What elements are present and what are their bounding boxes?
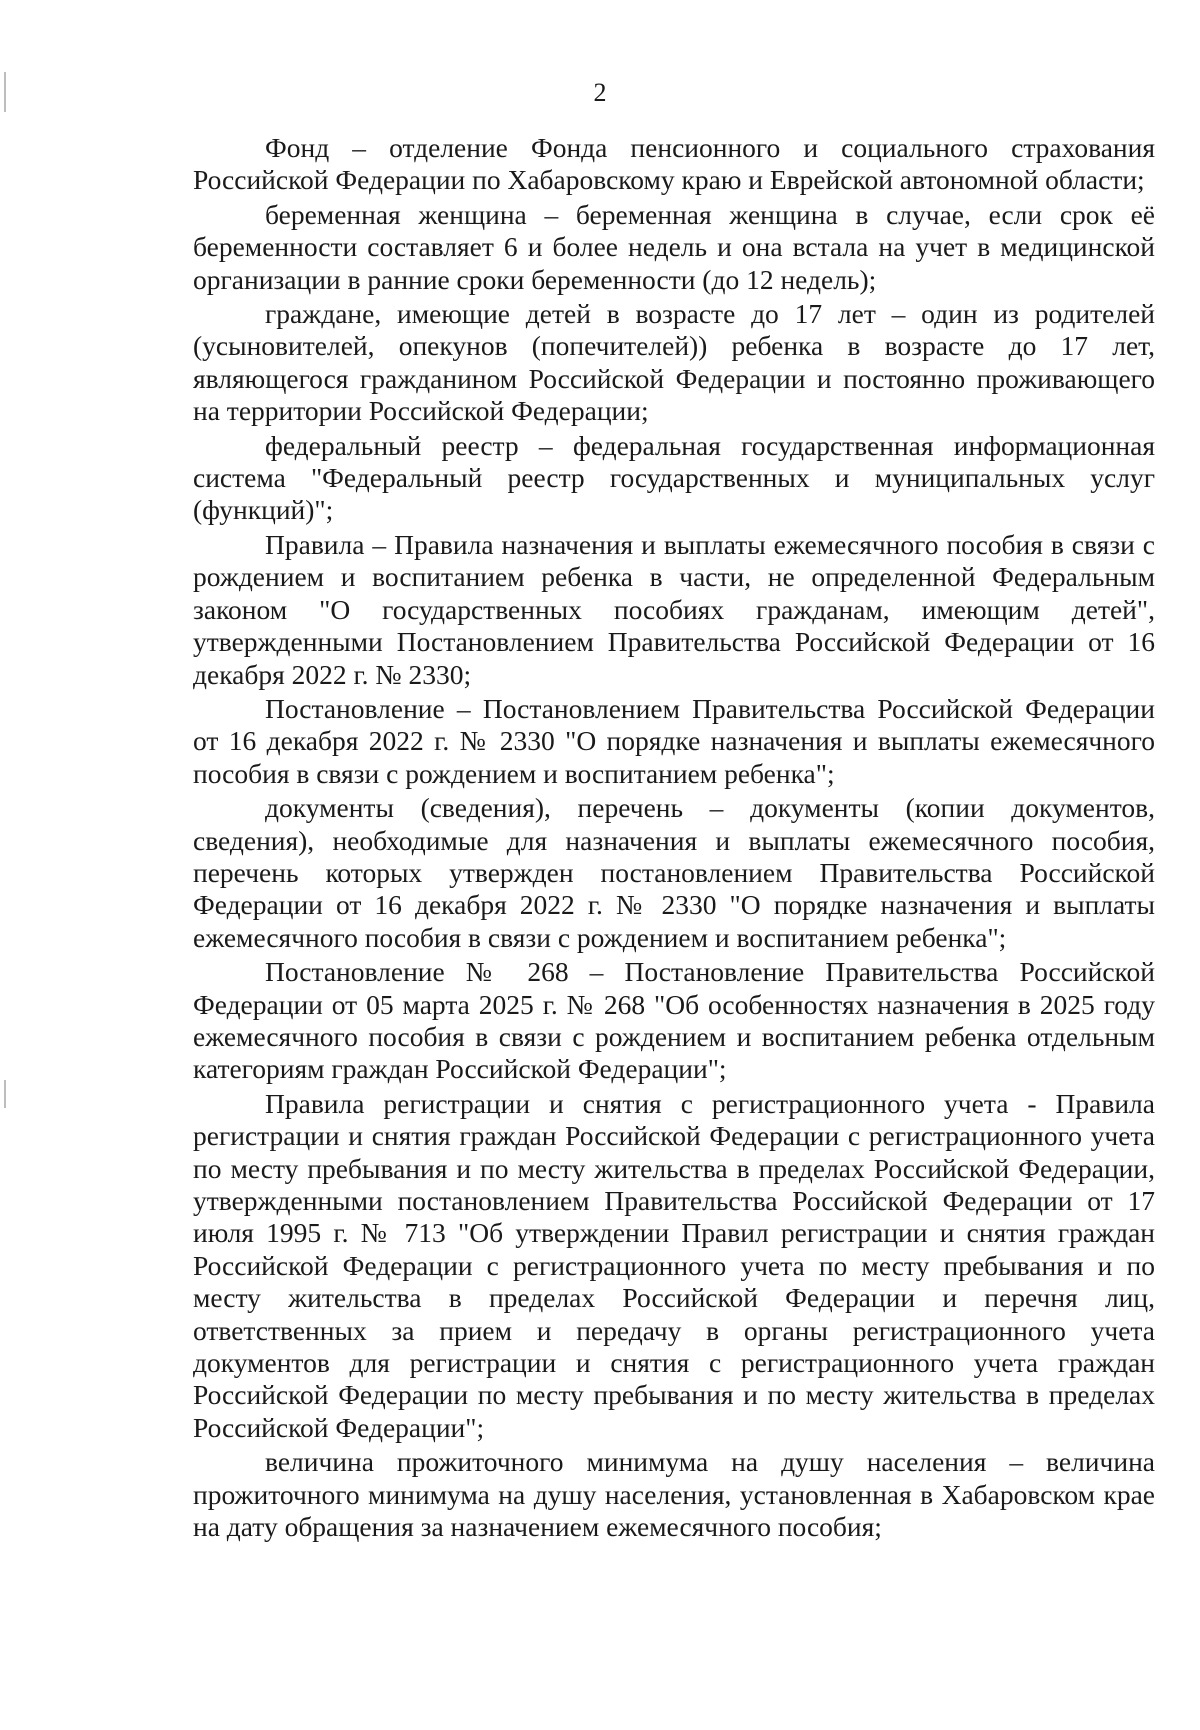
page-number: 2 bbox=[593, 78, 607, 107]
paragraph-beremennaya-zhenshchina: беременная женщина – беременная женщина в случае, если срок её беременности составляет 6 и более недель и она встала на учет в медицинской организации в ранние сроки беременности (до 12 недель); bbox=[193, 198, 1155, 295]
paragraph-postanovlenie-268: Постановление № 268 – Постановление Правительства Российской Федерации от 05 марта 2025 г. № 268 "Об особенностях назначения в 2025 году ежемесячного пособия в связи с рождением и воспитанием ребенка отдельным категориям граждан Российской Федерации"; bbox=[193, 956, 1155, 1085]
paragraph-federalnyi-reestr: федеральный реестр – федеральная государственная информационная система "Федеральный реестр государственных и муниципальных услуг (функций)"; bbox=[193, 429, 1155, 526]
paragraph-postanovlenie: Постановление – Постановлением Правительства Российской Федерации от 16 декабря 2022 г. № 2330 "О порядке назначения и выплаты ежемесячного пособия в связи с рождением и воспитанием ребенка"; bbox=[193, 692, 1155, 789]
paragraph-dokumenty: документы (сведения), перечень – документы (копии документов, сведения), необходимые для назначения и выплаты ежемесячного пособия, перечень которых утвержден постановлением Правительства Российской Федерации от 16 декабря 2022 г. № 2330 "О порядке назначения и выплаты ежемесячного пособия в связи с рождением и воспитанием ребенка"; bbox=[193, 792, 1155, 953]
paragraph-fond: Фонд – отделение Фонда пенсионного и социального страхования Российской Федерации по Хабаровскому краю и Еврейской автономной области; bbox=[193, 132, 1155, 196]
document-body bbox=[193, 132, 1155, 1545]
paragraph-grazhdane: граждане, имеющие детей в возрасте до 17 лет – один из родителей (усыновителей, опекунов (попечителей)) ребенка в возрасте до 17 лет, являющегося гражданином Российской Федерации и постоянно проживающего на территории Российской Федерации; bbox=[193, 298, 1155, 427]
paragraph-pravila-registracii: Правила регистрации и снятия с регистрационного учета - Правила регистрации и снятия граждан Российской Федерации с регистрационного учета по месту пребывания и по месту жительства в пределах Российской Федерации, утвержденными постановлением Правительства Российской Федерации от 17 июля 1995 г. № 713 "Об утверждении Правил регистрации и снятия граждан Российской Федерации с регистрационного учета по месту пребывания и по месту жительства в пределах Российской Федерации и перечня лиц, ответственных за прием и передачу в органы регистрационного учета документов для регистрации и снятия с регистрационного учета граждан Российской Федерации по месту пребывания и по месту жительства в пределах Российской Федерации"; bbox=[193, 1087, 1155, 1443]
paragraph-prozhitochnyi-minimum: величина прожиточного минимума на душу населения – величина прожиточного минимума на душу населения, установленная в Хабаровском крае на дату обращения за назначением ежемесячного пособия; bbox=[193, 1446, 1155, 1543]
scan-margin-mark-middle bbox=[4, 1080, 6, 1108]
paragraph-pravila: Правила – Правила назначения и выплаты ежемесячного пособия в связи с рождением и воспитанием ребенка в части, не определенной Федеральным законом "О государственных пособиях гражданам, имеющим детей", утвержденными Постановлением Правительства Российской Федерации от 16 декабря 2022 г. № 2330; bbox=[193, 528, 1155, 690]
